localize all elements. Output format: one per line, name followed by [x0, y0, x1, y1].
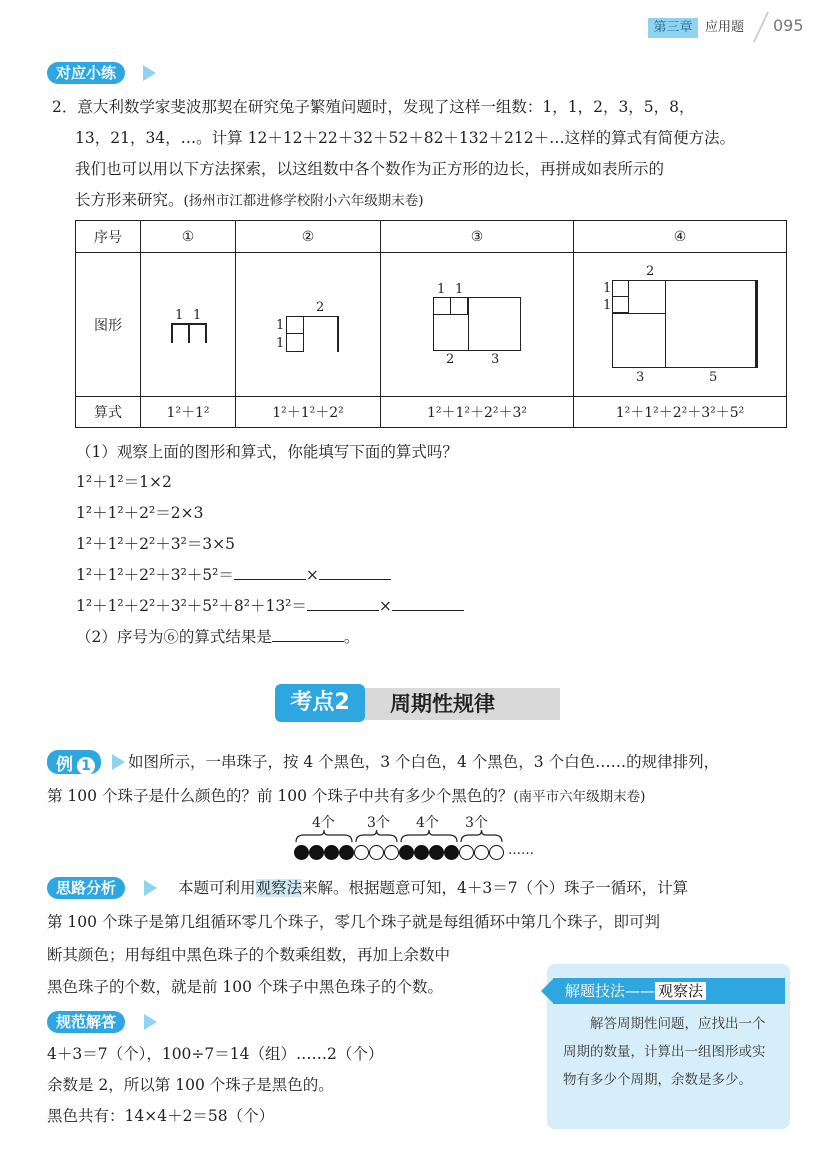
equation: 1²＋1²＝1×2 — [76, 473, 172, 491]
side-label: 1 — [603, 298, 612, 313]
solution-line: 黑色共有：14×4＋2＝58（个） — [47, 1107, 275, 1125]
problem-line — [75, 185, 424, 217]
example-badge — [47, 750, 101, 774]
row-header: 序号 — [76, 221, 141, 253]
answer-blank[interactable] — [319, 563, 391, 580]
side-label: 1 — [455, 282, 464, 297]
problem-line: 13，21，34，…。计算 12＋12＋22＋32＋52＋82＋132＋212＋…这样的算式有简便方法。 — [75, 129, 736, 147]
white-bead — [459, 845, 474, 860]
solution-line: 4＋3＝7（个），100÷7＝14（组）……2（个） — [47, 1045, 384, 1063]
tip-title-highlight: 观察法 — [655, 982, 706, 1000]
question-2-text: （2）序号为⑥的算式结果是 — [76, 628, 272, 646]
times-sign: × — [305, 566, 319, 584]
formula-cell: 1²＋1²＋2² — [236, 397, 381, 428]
answer-blank[interactable] — [392, 594, 464, 611]
equation: 1²＋1²＋2²＝2×3 — [76, 504, 204, 522]
answer-blank[interactable] — [234, 563, 306, 580]
group-brace — [401, 830, 457, 842]
equation-text: 1²＋1²＋2²＋3²＋5²＝ — [76, 566, 234, 584]
column-header: ③ — [381, 221, 574, 253]
column-header: ② — [236, 221, 381, 253]
black-bead — [429, 845, 444, 860]
black-bead — [414, 845, 429, 860]
group-brace — [461, 830, 502, 842]
section-title: 周期性规律 — [390, 692, 495, 716]
chapter-topic: 应用题 — [705, 20, 745, 35]
times-sign: × — [378, 597, 392, 615]
tip-title-text: 解题技法—— — [565, 982, 656, 1000]
side-label: 2 — [446, 352, 455, 367]
side-label: 2 — [316, 300, 325, 315]
kaodian-badge: 考点2 — [275, 684, 365, 722]
page-number: 095 — [773, 16, 804, 35]
formula-cell: 1²＋1²＋2²＋3²＋5² — [574, 397, 787, 428]
pointer-arrow-icon — [143, 65, 156, 81]
question-2-end: 。 — [343, 628, 360, 646]
black-bead — [339, 845, 354, 860]
side-label: 3 — [636, 370, 645, 385]
example-text — [47, 781, 645, 813]
equation: 1²＋1²＋2²＋3²＝3×5 — [76, 535, 236, 553]
problem-line: 我们也可以用以下方法探索，以这组数中各个数作为正方形的边长，再拼成如表所示的 — [75, 160, 665, 178]
black-bead — [294, 845, 309, 860]
problem-line: 2．意大利数学家斐波那契在研究兔子繁殖问题时，发现了这样一组数：1，1，2，3，5，8， — [52, 98, 695, 116]
chapter-tag: 第三章 — [648, 18, 698, 38]
highlight-term: 观察法 — [255, 879, 303, 897]
pointer-arrow-icon — [112, 754, 125, 770]
equation-text: 1²＋1²＋2²＋3²＋5²＋8²＋13²＝ — [76, 597, 307, 615]
black-bead — [444, 845, 459, 860]
analysis-text: 断其颜色；用每组中黑色珠子的个数乘组数，再加上余数中 — [47, 946, 451, 964]
group-label: 3个 — [465, 815, 488, 831]
white-bead — [489, 845, 504, 860]
row-header: 图形 — [76, 253, 141, 397]
group-label: 3个 — [367, 815, 390, 831]
example-source: (南平市六年级期末卷) — [513, 789, 646, 805]
white-bead — [354, 845, 369, 860]
equation-fill — [76, 560, 391, 591]
header-divider — [753, 12, 769, 42]
tip-title — [565, 978, 706, 1004]
side-label: 1 — [175, 308, 184, 323]
analysis-text: 黑色珠子的个数，就是前 100 个珠子中黑色珠子的个数。 — [47, 978, 443, 996]
black-bead — [324, 845, 339, 860]
group-brace — [296, 830, 352, 842]
fibonacci-table — [75, 220, 787, 428]
white-bead — [384, 845, 399, 860]
question-1: （1）观察上面的图形和算式，你能填写下面的算式吗？ — [76, 443, 458, 461]
figure-3 — [381, 253, 574, 397]
formula-cell: 1²＋1² — [141, 397, 236, 428]
solution-line: 余数是 2，所以第 100 个珠子是黑色的。 — [47, 1076, 334, 1094]
example-question: 第 100 个珠子是什么颜色的？前 100 个珠子中共有多少个黑色的？ — [47, 787, 514, 805]
pointer-arrow-icon — [144, 880, 157, 896]
side-label: 1 — [603, 281, 612, 296]
pointer-arrow-icon — [144, 1014, 157, 1030]
analysis-text-part: 本题可利用 — [178, 879, 256, 897]
problem-line-text: 长方形来研究。 — [75, 191, 184, 209]
white-bead — [474, 845, 489, 860]
analysis-text: 第 100 个珠子是第几组循环零几个珠子，零几个珠子就是每组循环中第几个珠子，即可判 — [47, 913, 660, 931]
bead-diagram — [290, 816, 550, 866]
side-label: 1 — [276, 318, 285, 333]
analysis-text — [178, 873, 688, 904]
side-label: 2 — [646, 264, 655, 279]
figure-2 — [236, 253, 381, 397]
black-bead — [399, 845, 414, 860]
white-bead — [369, 845, 384, 860]
answer-blank[interactable] — [307, 594, 379, 611]
column-header: ④ — [574, 221, 787, 253]
example-text: 如图所示，一串珠子，按 4 个黑色，3 个白色，4 个黑色，3 个白色……的规律排列， — [128, 753, 720, 771]
analysis-text-part: 来解。根据题意可知，4＋3＝7（个）珠子一循环，计算 — [302, 879, 689, 897]
tip-body: 解答周期性问题，应找出一个周期的数量，计算出一组图形或实物有多少个周期，余数是多少。 — [563, 1016, 766, 1088]
figure-4 — [574, 253, 787, 397]
analysis-label: 思路分析 — [47, 877, 125, 899]
side-label: 5 — [709, 370, 718, 385]
side-label: 3 — [491, 352, 500, 367]
example-number: 1 — [77, 757, 95, 775]
side-label: 1 — [193, 308, 202, 323]
example-label: 例 — [56, 755, 73, 775]
group-label: 4个 — [416, 815, 439, 831]
column-header: ① — [141, 221, 236, 253]
equation-fill — [76, 591, 464, 622]
solution-label: 规范解答 — [47, 1011, 125, 1033]
side-label: 1 — [437, 282, 446, 297]
group-label: 4个 — [312, 815, 335, 831]
black-bead — [309, 845, 324, 860]
bead-ellipsis: …… — [508, 843, 534, 858]
section-banner — [275, 684, 560, 722]
group-brace — [356, 830, 397, 842]
formula-cell: 1²＋1²＋2²＋3² — [381, 397, 574, 428]
side-label: 1 — [276, 336, 285, 351]
row-header: 算式 — [76, 397, 141, 428]
practice-label: 对应小练 — [47, 62, 125, 84]
answer-blank[interactable] — [272, 625, 344, 642]
figure-1 — [141, 253, 236, 397]
problem-source: (扬州市江都进修学校附小六年级期末卷) — [183, 193, 424, 209]
question-2 — [76, 622, 359, 653]
